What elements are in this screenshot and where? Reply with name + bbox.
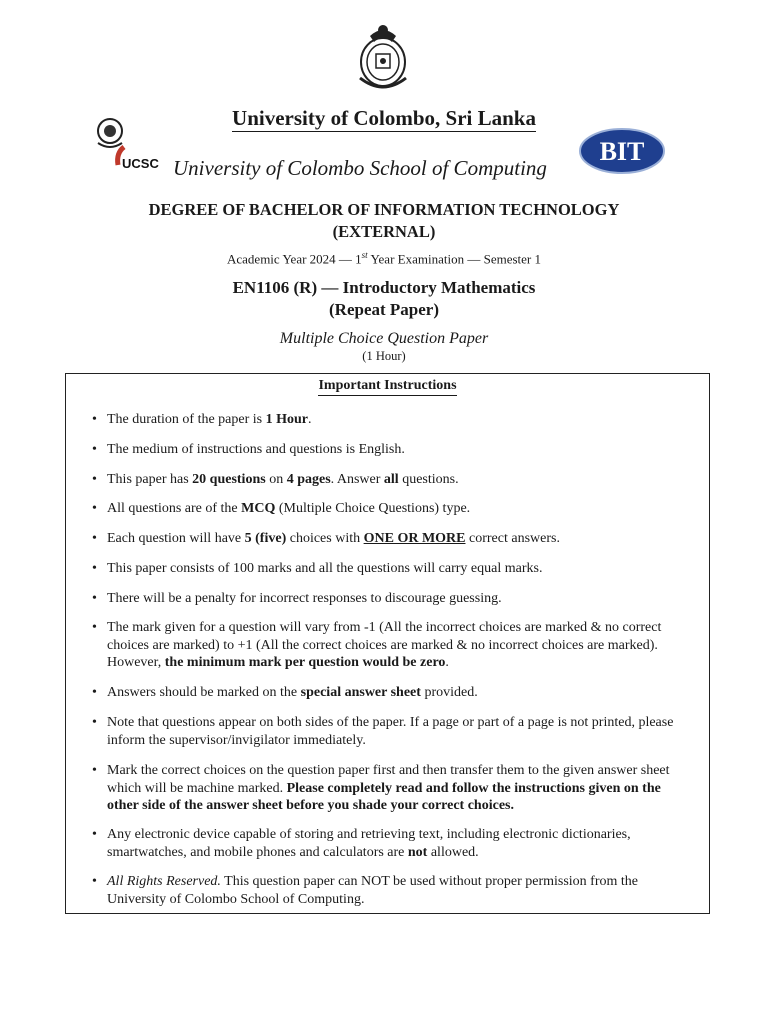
instruction-item: • The medium of instructions and questions is English. (90, 441, 685, 459)
ucsc-logo (88, 113, 168, 179)
instruction-item: • Answers should be marked on the special answer sheet provided. (90, 684, 685, 702)
degree-title (0, 199, 768, 243)
instruction-item: • Note that questions appear on both sides of the paper. If a page or part of a page is not printed, please inform the supervisor/invigilator immediately. (90, 714, 685, 749)
degree-line-1: DEGREE OF BACHELOR OF INFORMATION TECHNOLOGY (148, 200, 620, 219)
university-title: University of Colombo, Sri Lanka (232, 106, 536, 130)
paper-duration: (1 Hour) (362, 349, 406, 363)
course-line-1: EN1106 (R) — Introductory Mathematics (232, 278, 536, 297)
svg-text:BIT: BIT (599, 137, 645, 166)
instruction-item: • Mark the correct choices on the question paper first and then transfer them to the given answer sheet which will be machine marked. Please completely read and follow the instructions given on the other side of the answer sheet before you shade your correct choices. (90, 762, 685, 815)
instruction-item: • This paper consists of 100 marks and all the questions will carry equal marks. (90, 560, 685, 578)
instruction-item: • There will be a penalty for incorrect responses to discourage guessing. (90, 590, 685, 608)
course-title (0, 277, 768, 321)
instruction-item: • Each question will have 5 (five) choices with ONE OR MORE correct answers. (90, 530, 685, 548)
instruction-item: • The mark given for a question will vary from -1 (All the incorrect choices are marked & no correct choices are marked) to +1 (All the correct choices are marked & no incorrect choices are marked). However, the minimum mark per question would be zero. (90, 619, 685, 672)
instruction-item: • All questions are of the MCQ (Multiple Choice Questions) type. (90, 500, 685, 518)
instruction-item: • The duration of the paper is 1 Hour. (90, 411, 685, 429)
svg-text:UCSC: UCSC (122, 156, 159, 171)
instruction-item: • Any electronic device capable of storing and retrieving text, including electronic dictionaries, smartwatches, and mobile phones and calculators are not allowed. (90, 826, 685, 861)
bit-logo (578, 127, 666, 175)
instruction-item: • This paper has 20 questions on 4 pages. Answer all questions. (90, 471, 685, 489)
degree-line-2: (EXTERNAL) (332, 222, 436, 241)
paper-type: Multiple Choice Question Paper (279, 330, 489, 347)
course-line-2: (Repeat Paper) (329, 300, 439, 319)
instruction-item: • All Rights Reserved. This question paper can NOT be used without proper permission from the University of Colombo School of Computing. (90, 873, 685, 908)
academic-year-line: Academic Year 2024 — 1st Year Examination — Semester 1 (227, 250, 541, 267)
university-crest-logo (352, 22, 414, 92)
instructions-heading: Important Instructions (66, 378, 709, 394)
instructions-box (65, 373, 710, 914)
school-name: University of Colombo School of Computing (173, 156, 547, 180)
